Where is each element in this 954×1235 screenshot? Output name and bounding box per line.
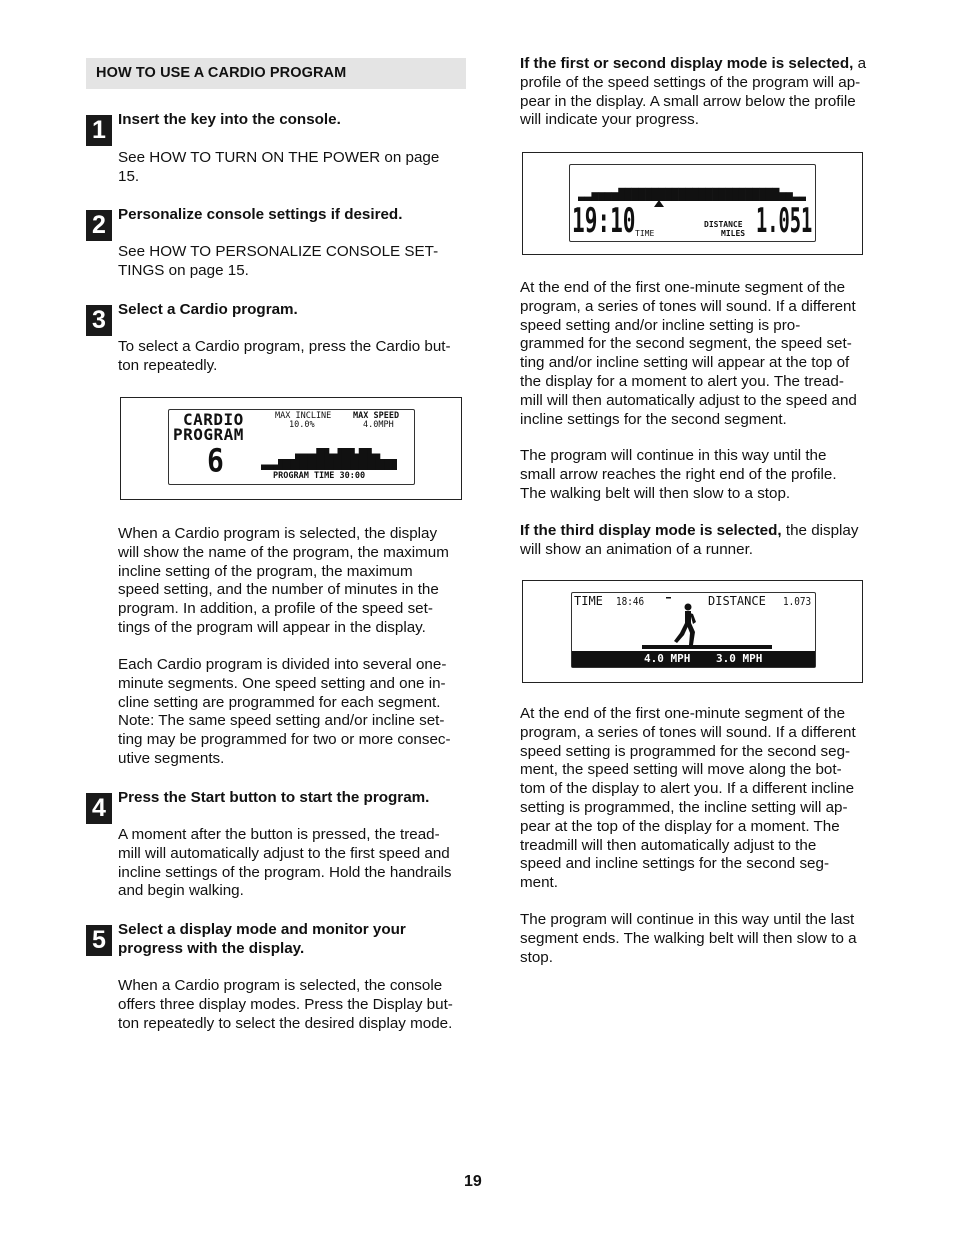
time-value-3: 18:46	[616, 595, 645, 608]
speed-profile-graph	[261, 448, 397, 470]
display-mode-3-intro	[520, 522, 858, 560]
step-2-heading: Personalize console settings if desired.	[118, 206, 403, 223]
profile-bar	[612, 192, 619, 201]
profile-bar	[338, 448, 343, 470]
program-name-line1: CARDIO	[183, 410, 244, 429]
profile-bar	[299, 454, 304, 471]
step-5-heading: Select a display mode and monitor your progress with the display.	[118, 921, 406, 957]
max-incline-value: 10.0%	[289, 420, 315, 430]
profile-bar	[618, 188, 625, 201]
step-3-description: When a Cardio program is selected, the display will show the name of the program, the maximum incline setting of the program, the maximum speed setting, and the number of minutes in the program. In addition, a profile of the speed set- tings of the program will appear in the display.	[118, 525, 449, 636]
profile-bar	[372, 454, 377, 471]
profile-bar	[274, 465, 279, 471]
step-3-segments-note: Each Cardio program is divided into several one- minute segments. One speed setting and one in- cline setting are programmed for each segment. Note: The same speed setting and/or incline set- ting may be programmed for two or more consec- utive segments.	[118, 656, 451, 767]
profile-bar	[342, 448, 347, 470]
profile-bar	[726, 188, 733, 201]
profile-bar	[278, 459, 283, 470]
display-mode-1-2-intro	[520, 55, 866, 130]
step-number-4: 4	[86, 793, 112, 824]
profile-bar	[632, 188, 639, 201]
profile-bar	[699, 188, 706, 201]
profile-bar	[746, 188, 753, 201]
profile-bar	[625, 188, 632, 201]
profile-bar	[367, 448, 372, 470]
step-4-body: A moment after the button is pressed, the tread- mill will automatically adjust to the first speed and incline settings of the program. Hold the handrails and begin walking.	[118, 826, 452, 900]
max-incline-label: MAX INCLINE	[275, 411, 332, 421]
profile-bar	[766, 188, 773, 201]
progress-arrow-icon	[654, 200, 664, 208]
mode-3-segment-text: At the end of the first one-minute segment of the program, a series of tones will sound. If a different speed setting is programmed for the second seg- ment, the speed setting will move along the bot- tom of the display to alert you. If a different incline setting is programmed, the incline setting will ap- pear at the top of the display for a moment. The treadmill will then automatically adjust to the speed and incline settings for the second seg- ment.	[520, 705, 856, 892]
profile-bar	[265, 465, 270, 471]
distance-value: 1.051	[756, 201, 813, 241]
step-2-body: See HOW TO PERSONALIZE CONSOLE SET- TINGS on page 15.	[118, 243, 439, 279]
profile-bar	[705, 188, 712, 201]
step-3-heading: Select a Cardio program.	[118, 301, 298, 318]
profile-bar	[605, 192, 612, 201]
display-mode-3-text: the display will show an animation of a runner.	[520, 522, 859, 558]
profile-bar	[291, 459, 296, 470]
max-speed-value: 4.0MPH	[363, 420, 394, 430]
profile-bar	[665, 188, 672, 201]
speed-profile-graph-2	[578, 179, 806, 201]
profile-bar	[376, 454, 381, 471]
profile-bar	[333, 454, 338, 471]
distance-label: DISTANCE	[704, 220, 743, 229]
miles-label: MILES	[721, 229, 746, 238]
profile-bar	[786, 192, 793, 201]
profile-bar	[325, 448, 330, 470]
display-mode-3-lead: If the third display mode is selected,	[520, 522, 782, 539]
step-number-2: 2	[86, 210, 112, 241]
profile-bar	[350, 448, 355, 470]
step-number-3: 3	[86, 305, 112, 336]
program-continue-text: The program will continue in this way until the small arrow reaches the right end of the profile. The walking belt will then slow to a stop.	[520, 447, 837, 502]
profile-bar	[752, 188, 759, 201]
profile-bar	[679, 188, 686, 201]
program-time: PROGRAM TIME 30:00	[273, 471, 366, 481]
program-name-line2: PROGRAM	[173, 425, 244, 444]
profile-bar	[380, 459, 385, 470]
profile-bar	[739, 188, 746, 201]
section-header	[86, 58, 466, 89]
profile-bar	[346, 448, 351, 470]
profile-bar	[384, 459, 389, 470]
distance-label-3: DISTANCE	[708, 594, 766, 608]
profile-bar	[282, 459, 287, 470]
step-number-1: 1	[86, 115, 112, 146]
cardio-program-display	[120, 397, 462, 500]
section-title: HOW TO USE A CARDIO PROGRAM	[96, 65, 347, 81]
profile-bar	[638, 188, 645, 201]
speed-value-2: 3.0 MPH	[716, 652, 763, 665]
program-number: 6	[207, 441, 224, 480]
profile-bar	[270, 465, 275, 471]
time-label-3: TIME	[574, 594, 603, 608]
profile-bar	[295, 454, 300, 471]
profile-bar	[287, 459, 292, 470]
elapsed-time: 19:10	[572, 201, 636, 241]
profile-bar	[598, 192, 605, 201]
profile-bar	[692, 188, 699, 201]
time-label: TIME	[635, 229, 655, 238]
runner-animation-display	[522, 580, 863, 683]
profile-bar	[672, 188, 679, 201]
profile-bar	[312, 454, 317, 471]
display-mode-1-2-lead: If the first or second display mode is selected,	[520, 55, 854, 72]
profile-bar	[304, 454, 309, 471]
profile-bar	[321, 448, 326, 470]
speed-value-1: 4.0 MPH	[644, 652, 691, 665]
distance-value-3: 1.073	[783, 595, 812, 608]
step-number-5: 5	[86, 925, 112, 956]
profile-bar	[389, 459, 394, 470]
profile-bar	[772, 188, 779, 201]
profile-bar	[355, 454, 360, 471]
lcd-screen-2	[569, 164, 816, 242]
profile-bar	[779, 192, 786, 201]
step-5-body: When a Cardio program is selected, the console offers three display modes. Press the Display but- ton repeatedly to select the desired display mode.	[118, 977, 453, 1032]
display-mode-1-2-text: a profile of the speed settings of the program will ap- pear in the display. A small arrow below the profile will indicate your progress.	[520, 55, 867, 129]
profile-bar	[759, 188, 766, 201]
progress-tick-icon	[666, 596, 672, 600]
profile-bar	[732, 188, 739, 201]
profile-bar	[719, 188, 726, 201]
max-speed-label: MAX SPEED	[353, 411, 400, 421]
profile-display	[522, 152, 863, 255]
profile-bar	[359, 448, 364, 470]
profile-bar	[591, 192, 598, 201]
step-3-body: To select a Cardio program, press the Cardio but- ton repeatedly.	[118, 338, 451, 374]
profile-bar	[363, 448, 368, 470]
profile-bar	[329, 454, 334, 471]
profile-bar	[685, 188, 692, 201]
step-1-body: See HOW TO TURN ON THE POWER on page 15.	[118, 149, 440, 185]
profile-bar	[393, 459, 397, 470]
profile-bar	[316, 448, 321, 470]
step-1-heading: Insert the key into the console.	[118, 111, 341, 128]
runner-icon	[572, 603, 815, 667]
segment-change-text: At the end of the first one-minute segment of the program, a series of tones will sound. If a different speed setting and/or incline setting is pro- grammed for the second segment, the speed set- ting and/or incline setting will appear at the top of the display for a moment to alert you. The tread- mill will then automatically adjust to the speed and incline settings for the second segment.	[520, 279, 857, 428]
lcd-screen-3	[571, 592, 816, 668]
page-number: 19	[464, 1173, 482, 1190]
last-segment-text: The program will continue in this way until the last segment ends. The walking belt will then slow to a stop.	[520, 911, 857, 966]
profile-bar	[308, 454, 313, 471]
profile-bar	[261, 465, 266, 471]
profile-bar	[712, 188, 719, 201]
step-4-heading: Press the Start button to start the program.	[118, 789, 430, 806]
lcd-screen	[168, 409, 415, 485]
profile-bar	[645, 188, 652, 201]
